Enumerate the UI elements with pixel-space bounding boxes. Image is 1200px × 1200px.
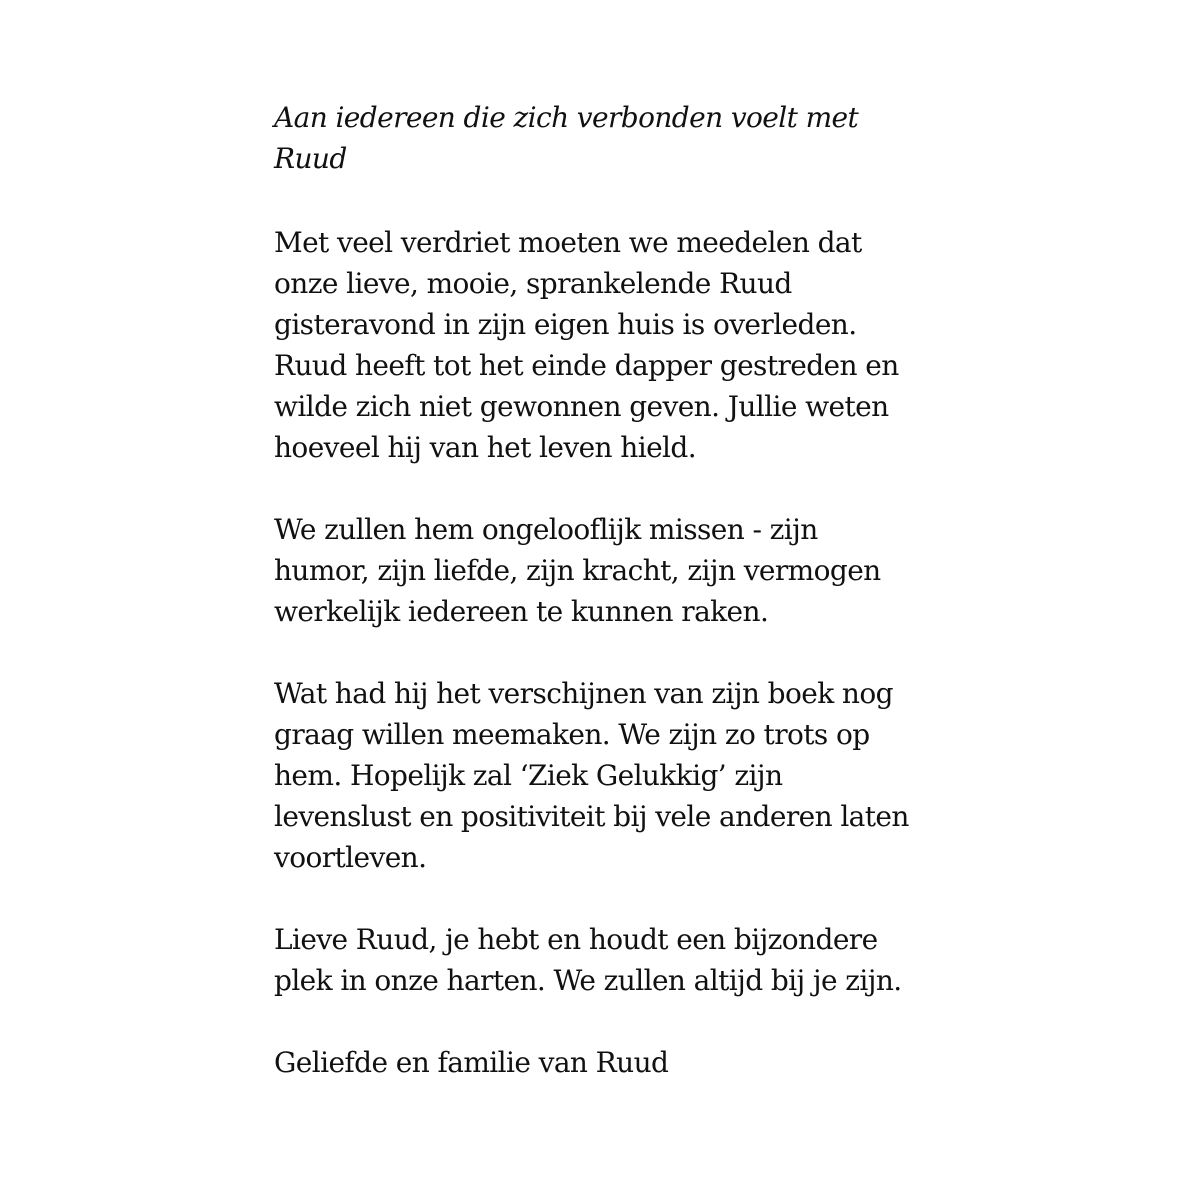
paragraph-line: Wat had hij het verschijnen van zijn boek nog bbox=[274, 677, 893, 710]
paragraph-line: Ruud heeft tot het einde dapper gestreden en bbox=[274, 349, 899, 382]
paragraph-line: werkelijk iedereen te kunnen raken. bbox=[274, 595, 769, 628]
paragraph-line: levenslust en positiviteit bij vele anderen laten bbox=[274, 800, 909, 833]
paragraph-line: gisteravond in zijn eigen huis is overleden. bbox=[274, 308, 857, 341]
paragraph-line: Lieve Ruud, je hebt en houdt een bijzondere bbox=[274, 923, 878, 956]
paragraph-line: hem. Hopelijk zal ‘Ziek Gelukkig’ zijn bbox=[274, 759, 783, 792]
heading-line: Aan iedereen die zich verbonden voelt met bbox=[274, 101, 859, 134]
paragraph-line: voortleven. bbox=[274, 841, 427, 874]
paragraph-missing-him bbox=[274, 509, 974, 632]
paragraph-line: Met veel verdriet moeten we meedelen dat bbox=[274, 226, 862, 259]
paragraph-line: graag willen meemaken. We zijn zo trots op bbox=[274, 718, 870, 751]
paragraph-line: onze lieve, mooie, sprankelende Ruud bbox=[274, 267, 792, 300]
paragraph-announcement bbox=[274, 222, 974, 468]
paragraph-book bbox=[274, 673, 974, 878]
paragraph-line: hoeveel hij van het leven hield. bbox=[274, 431, 697, 464]
paragraph-line: humor, zijn liefde, zijn kracht, zijn vermogen bbox=[274, 554, 881, 587]
paragraph-line: We zullen hem ongelooflijk missen - zijn bbox=[274, 513, 818, 546]
paragraph-farewell bbox=[274, 919, 974, 1001]
paragraph-line: plek in onze harten. We zullen altijd bij je zijn. bbox=[274, 964, 902, 997]
signature-line: Geliefde en familie van Ruud bbox=[274, 1046, 669, 1079]
signature bbox=[274, 1042, 974, 1083]
paragraph-line: wilde zich niet gewonnen geven. Jullie weten bbox=[274, 390, 889, 423]
letter-heading bbox=[274, 97, 974, 179]
heading-line: Ruud bbox=[274, 142, 347, 175]
